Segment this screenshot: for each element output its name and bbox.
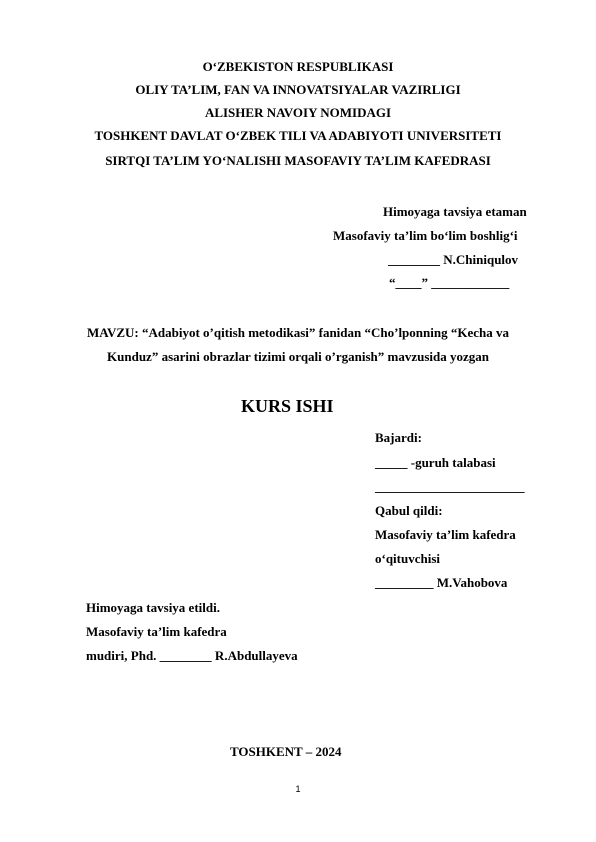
header-line-ministry: OLIY TA’LIM, FAN VA INNOVATSIYALAR VAZIRLIGI	[135, 82, 461, 97]
recommended-line-2: Masofaviy ta’lim kafedra	[86, 624, 227, 639]
header-line-named-after: ALISHER NAVOIY NOMIDAGI	[204, 105, 392, 120]
performer-label: Bajardi:	[375, 430, 422, 445]
topic-line-1: MAVZU: “Adabiyot o’qitish metodikasi” fanidan “Cho’lponning “Kecha va	[87, 325, 509, 340]
page-number: 1	[295, 784, 301, 794]
approval-line-position: Masofaviy ta’lim bo‘lim boshlig‘i	[333, 228, 518, 243]
reviewer-department: Masofaviy ta’lim kafedra	[375, 527, 516, 542]
reviewer-role: o‘qituvchisi	[375, 551, 441, 566]
reviewer-label: Qabul qildi:	[375, 503, 443, 518]
header-line-republic: O‘ZBEKISTON RESPUBLIKASI	[202, 59, 394, 74]
reviewer-name: _________ M.Vahobova	[375, 575, 508, 590]
recommended-line-3: mudiri, Phd. ________ R.Abdullayeva	[86, 648, 298, 663]
topic-line-2: Kunduz” asarini obrazlar tizimi orqali o’rganish” mavzusida yozgan	[107, 349, 489, 364]
approval-line-signature: ________ N.Chiniqulov	[388, 252, 519, 267]
header-line-university: TOSHKENT DAVLAT O‘ZBEK TILI VA ADABIYOTI UNIVERSITETI	[94, 128, 502, 143]
performer-group: _____ -guruh talabasi	[375, 455, 496, 470]
city-year: TOSHKENT – 2024	[230, 744, 342, 759]
recommended-line-1: Himoyaga tavsiya etildi.	[86, 600, 220, 615]
document-title: KURS ISHI	[241, 396, 334, 416]
approval-line-date: “____” ____________	[389, 275, 510, 290]
approval-line-recommend: Himoyaga tavsiya etaman	[383, 204, 527, 219]
header-line-department: SIRTQI TA’LIM YO‘NALISHI MASOFAVIY TA’LIM KAFEDRASI	[105, 153, 491, 168]
performer-name-line: _______________________	[375, 479, 525, 494]
